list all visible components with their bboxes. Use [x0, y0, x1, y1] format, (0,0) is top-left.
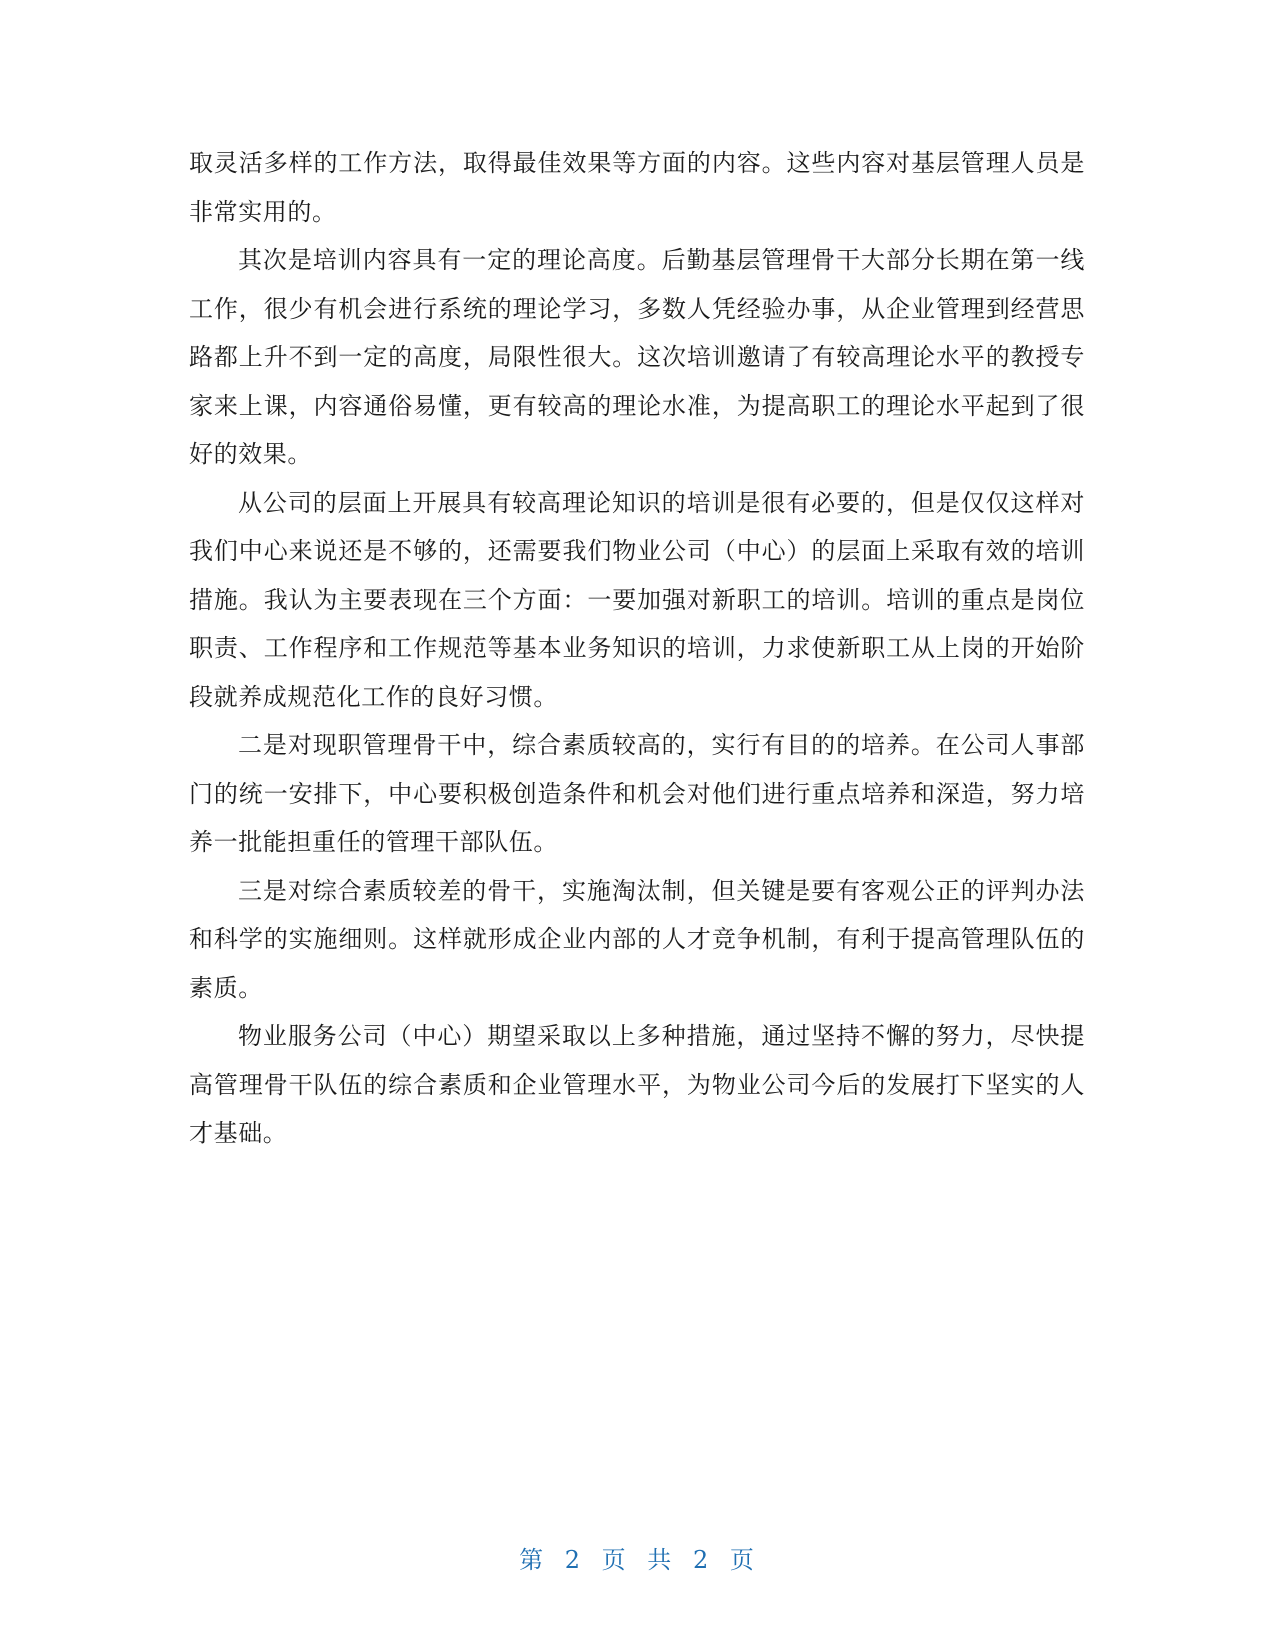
paragraph-2: 其次是培训内容具有一定的理论高度。后勤基层管理骨干大部分长期在第一线工作，很少有机会进行系统的理论学习，多数人凭经验办事，从企业管理到经营思路都上升不到一定的高度，局限性很大。这次培训邀请了有较高理论水平的教授专家来上课，内容通俗易懂，更有较高的理论水准，为提高职工的理论水平起到了很好的效果。 [189, 246, 1085, 468]
page-number-footer: 第 2 页 共 2 页 [519, 1546, 756, 1574]
paragraph-6: 物业服务公司（中心）期望采取以上多种措施，通过坚持不懈的努力，尽快提高管理骨干队伍的综合素质和企业管理水平，为物业公司今后的发展打下坚实的人才基础。 [189, 1022, 1085, 1147]
paragraph-5: 三是对综合素质较差的骨干，实施淘汰制，但关键是要有客观公正的评判办法和科学的实施细则。这样就形成企业内部的人才竞争机制，有利于提高管理队伍的素质。 [189, 876, 1085, 1002]
document-body [189, 139, 1085, 1158]
paragraph-1: 取灵活多样的工作方法，取得最佳效果等方面的内容。这些内容对基层管理人员是非常实用的。 [189, 149, 1085, 226]
paragraph-3: 从公司的层面上开展具有较高理论知识的培训是很有必要的，但是仅仅这样对我们中心来说还是不够的，还需要我们物业公司（中心）的层面上采取有效的培训措施。我认为主要表现在三个方面：一要加强对新职工的培训。培训的重点是岗位职责、工作程序和工作规范等基本业务知识的培训，力求使新职工从上岗的开始阶段就养成规范化工作的良好习惯。 [189, 488, 1085, 711]
paragraph-4: 二是对现职管理骨干中，综合素质较高的，实行有目的的培养。在公司人事部门的统一安排下，中心要积极创造条件和机会对他们进行重点培养和深造，努力培养一批能担重任的管理干部队伍。 [189, 731, 1085, 856]
